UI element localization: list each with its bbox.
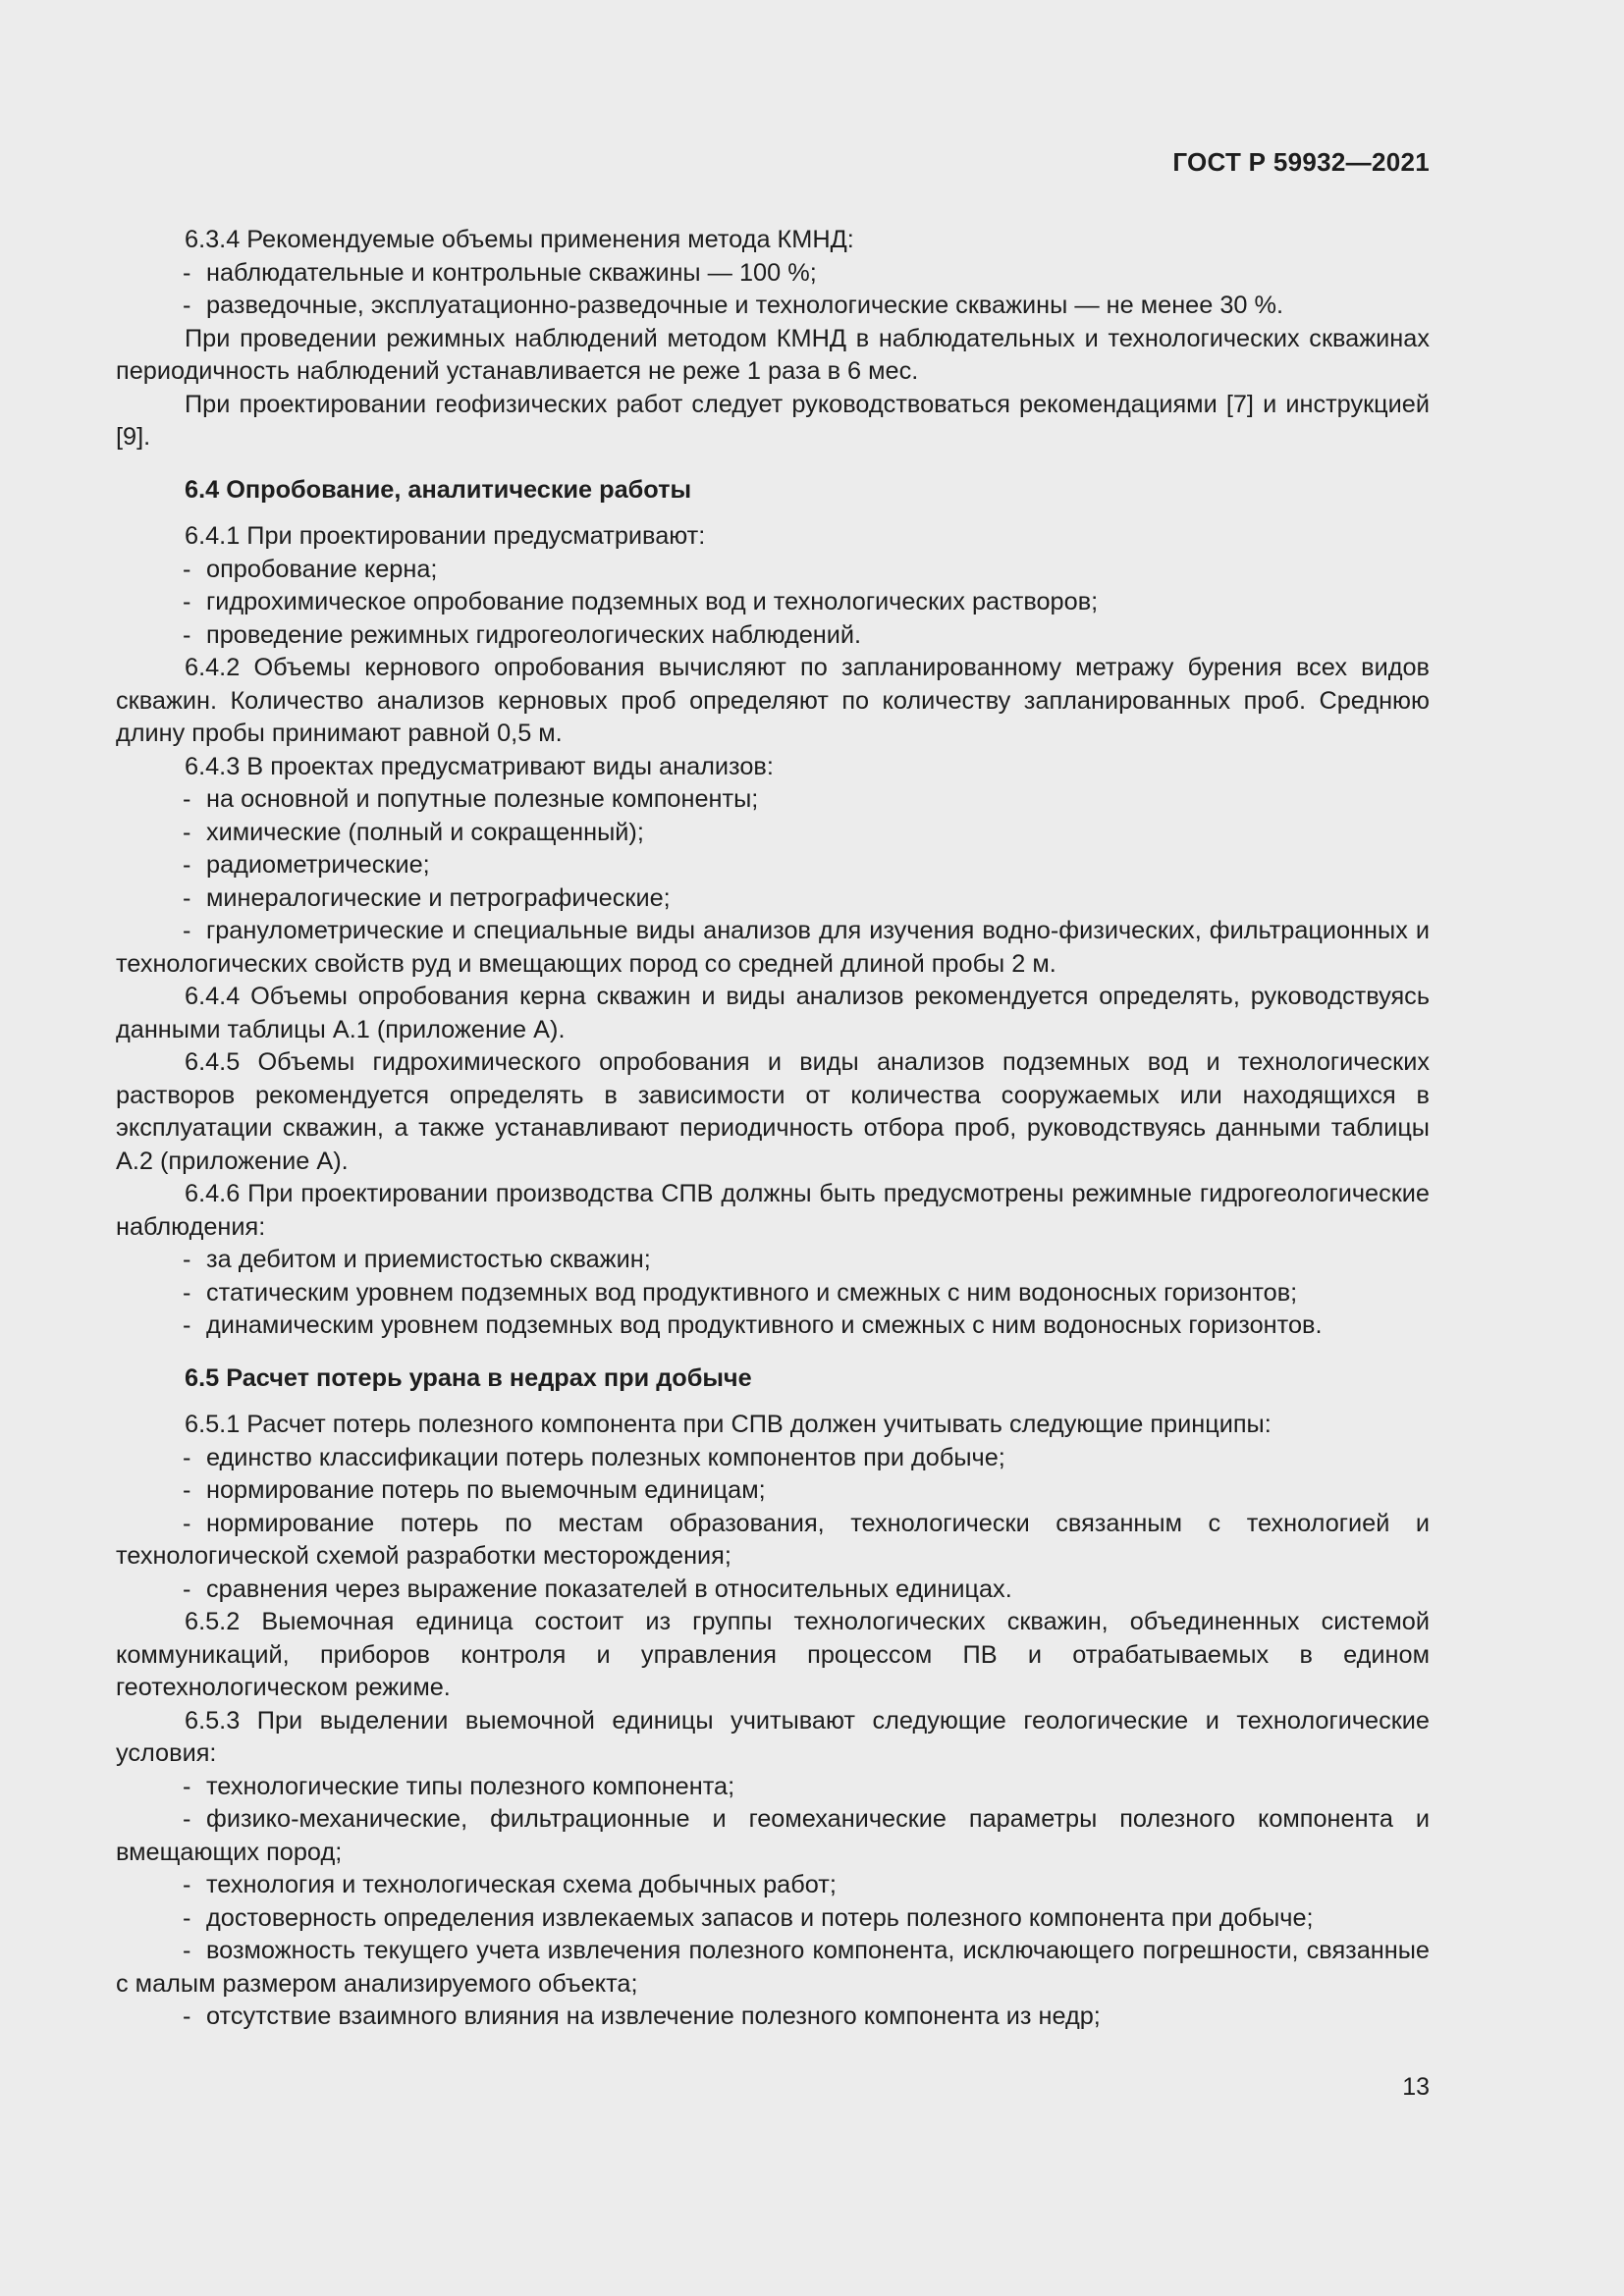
paragraph: 6.4.4 Объемы опробования керна скважин и виды анализов рекомендуется определять, руководствуясь данными таблицы А.1 (приложение А). [116, 983, 1430, 1043]
list-item [116, 915, 1430, 981]
list-item [116, 1902, 1430, 1936]
list-bullet: - [183, 917, 191, 944]
paragraph: 6.4.1 При проектировании предусматривают: [185, 522, 706, 550]
list-bullet: - [183, 1937, 191, 1964]
paragraph: При проектировании геофизических работ следует руководствоваться рекомендациями [7] и инструкцией [9]. [116, 390, 1430, 451]
list-item-text: на основной и попутные полезные компоненты; [206, 785, 759, 813]
list-item-text: динамическим уровнем подземных вод продуктивного и смежных с ним водоносных горизонтов. [206, 1311, 1323, 1339]
section-heading: 6.4 Опробование, аналитические работы [185, 475, 692, 504]
list-bullet: - [183, 1476, 191, 1504]
list-bullet: - [183, 620, 191, 649]
list-bullet: - [183, 1871, 191, 1898]
list-item [116, 1474, 1430, 1508]
list-item-text: за дебитом и приемистостью скважин; [206, 1246, 651, 1273]
list-bullet: - [183, 818, 191, 846]
paragraph: 6.4.5 Объемы гидрохимического опробования и виды анализов подземных вод и технологических растворов рекомендуется определять в зависимости от количества сооружаемых или находящихся в эксплуатации скважин, а также устанавливают периодичность отбора проб, руководствуясь данными таблицы А.2 (приложение А). [116, 1048, 1430, 1175]
list-item [116, 849, 1430, 882]
paragraph: 6.4.3 В проектах предусматривают виды анализов: [185, 752, 774, 780]
list-item [116, 1442, 1430, 1475]
list-item-text: разведочные, эксплуатационно-разведочные и технологические скважины — не менее 30 %. [206, 292, 1284, 319]
paragraph: 6.5.1 Расчет потерь полезного компонента при СПВ должен учитывать следующие принципы: [185, 1411, 1272, 1438]
list-item-text: гидрохимическое опробование подземных вод и технологических растворов; [206, 588, 1099, 615]
list-item-text: сравнения через выражение показателей в относительных единицах. [206, 1575, 1012, 1603]
list-bullet: - [183, 588, 191, 615]
list-bullet: - [183, 1772, 191, 1800]
list-item [116, 554, 1430, 587]
list-bullet: - [183, 258, 191, 287]
list-item-text: проведение режимных гидрогеологических наблюдений. [206, 620, 862, 649]
list-item-text: радиометрические; [206, 851, 430, 879]
list-bullet: - [183, 1278, 191, 1307]
list-bullet: - [183, 1443, 191, 1471]
list-item [116, 1803, 1430, 1869]
list-bullet: - [183, 851, 191, 879]
list-bullet: - [183, 883, 191, 912]
page-number: 13 [1402, 2073, 1430, 2101]
list-bullet: - [183, 1903, 191, 1932]
list-item [116, 290, 1430, 323]
list-bullet: - [183, 1311, 191, 1339]
paragraph: 6.4.6 При проектировании производства СПВ должны быть предусмотрены режимные гидрогеологические наблюдения: [116, 1180, 1430, 1241]
list-item-text: опробование керна; [206, 555, 438, 583]
list-item-text: нормирование потерь по выемочным единицам; [206, 1476, 766, 1504]
section-heading: 6.5 Расчет потерь урана в недрах при добыче [185, 1363, 752, 1392]
list-item-text: технологические типы полезного компонента; [206, 1772, 735, 1800]
paragraph: 6.5.3 При выделении выемочной единицы учитывают следующие геологические и технологические условия: [116, 1706, 1430, 1767]
list-item-text: технология и технологическая схема добычных работ; [206, 1871, 837, 1898]
paragraph: 6.3.4 Рекомендуемые объемы применения метода КМНД: [185, 226, 854, 253]
list-item [116, 1935, 1430, 2001]
list-item-text: физико-механические, фильтрационные и геомеханические параметры полезного компонента и вмещающих пород; [116, 1805, 1430, 1866]
list-bullet: - [183, 292, 191, 319]
paragraph: 6.4.2 Объемы кернового опробования вычисляют по запланированному метражу бурения всех видов скважин. Количество анализов керновых проб определяют по количеству запланированных проб. Среднюю длину пробы принимают равной 0,5 м. [116, 654, 1430, 747]
list-item [116, 1574, 1430, 1607]
list-item [116, 1244, 1430, 1277]
list-item-text: возможность текущего учета извлечения полезного компонента, исключающего погрешности, связанные с малым размером анализируемого объекта; [116, 1937, 1430, 1998]
list-item [116, 586, 1430, 619]
list-bullet: - [183, 1509, 191, 1537]
list-item [116, 2001, 1430, 2034]
list-item-text: нормирование потерь по местам образования, технологически связанным с технологией и технологической схемой разработки месторождения; [116, 1509, 1430, 1570]
list-item [116, 1309, 1430, 1343]
list-item [116, 817, 1430, 850]
list-item-text: минералогические и петрографические; [206, 883, 671, 912]
paragraph: При проведении режимных наблюдений методом КМНД в наблюдательных и технологических скважинах периодичность наблюдений устанавливается не реже 1 раза в 6 мес. [116, 324, 1430, 385]
list-item [116, 619, 1430, 653]
list-item [116, 1771, 1430, 1804]
list-bullet: - [183, 1246, 191, 1273]
paragraph: 6.5.2 Выемочная единица состоит из группы технологических скважин, объединенных системой коммуникаций, приборов контроля и управления процессом ПВ и отрабатываемых в едином геотехнологическом режиме. [116, 1608, 1430, 1701]
list-item [116, 257, 1430, 291]
list-item-text: химические (полный и сокращенный); [206, 818, 644, 846]
list-item [116, 1869, 1430, 1902]
list-bullet: - [183, 785, 191, 813]
list-item-text: гранулометрические и специальные виды анализов для изучения водно-физических, фильтрационных и технологических свойств руд и вмещающих пород со средней длиной пробы 2 м. [116, 917, 1430, 978]
list-item-text: единство классификации потерь полезных компонентов при добыче; [206, 1443, 1005, 1471]
list-item-text: достоверность определения извлекаемых запасов и потерь полезного компонента при добыче; [206, 1903, 1314, 1932]
list-bullet: - [183, 1575, 191, 1603]
list-item-text: статическим уровнем подземных вод продуктивного и смежных с ним водоносных горизонтов; [206, 1278, 1298, 1307]
list-item [116, 1277, 1430, 1310]
list-bullet: - [183, 555, 191, 583]
document-body [116, 224, 1430, 2034]
list-item [116, 1508, 1430, 1574]
list-bullet: - [183, 2002, 191, 2030]
document-header: ГОСТ Р 59932—2021 [1172, 147, 1430, 177]
list-bullet: - [183, 1805, 191, 1833]
list-item [116, 882, 1430, 916]
list-item-text: наблюдательные и контрольные скважины — 100 %; [206, 258, 817, 287]
list-item-text: отсутствие взаимного влияния на извлечение полезного компонента из недр; [206, 2002, 1101, 2030]
list-item [116, 783, 1430, 817]
